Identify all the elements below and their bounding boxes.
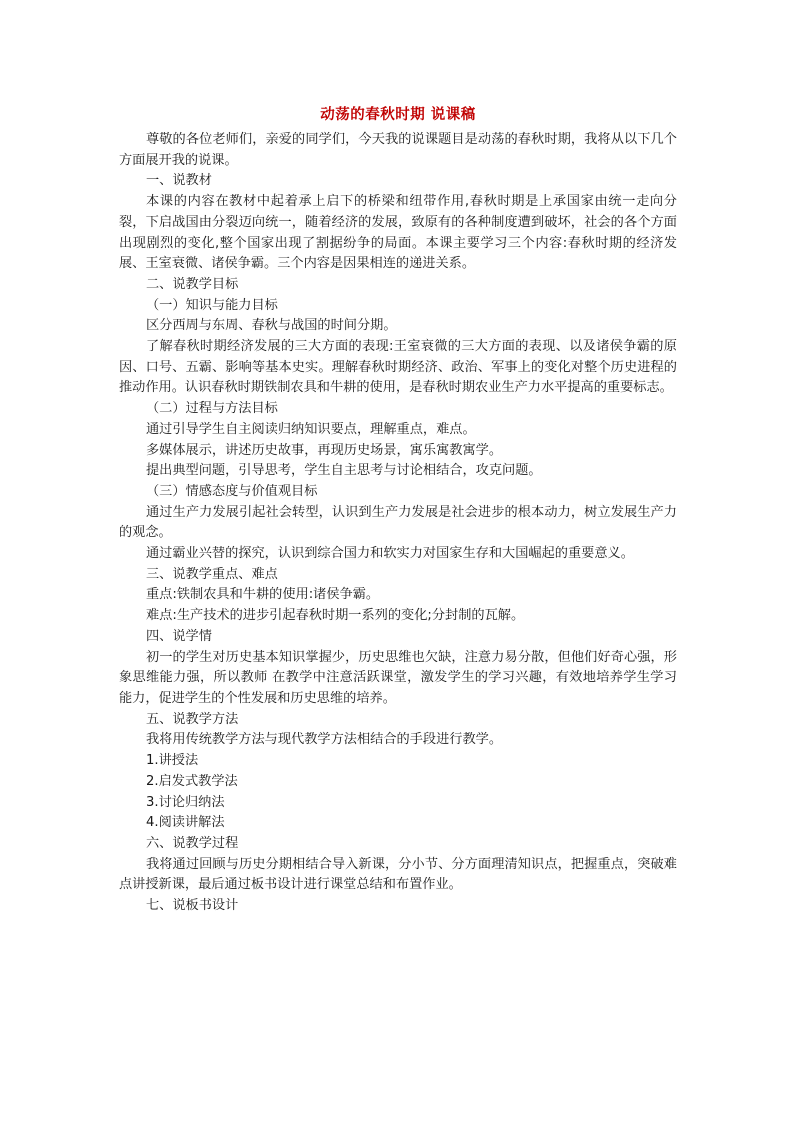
list-item: 2.启发式教学法 <box>146 773 238 789</box>
subheading-process: （二）过程与方法目标 <box>146 401 278 417</box>
list-item: 3.讨论归纳法 <box>146 794 225 810</box>
intro-paragraph: 尊敬的各位老师们，亲爱的同学们，今天我的说课题目是动荡的春秋时期，我将从以下几个方面展开我的说课。 <box>119 132 677 168</box>
document-title: 动荡的春秋时期 说课稿 <box>320 107 476 123</box>
paragraph: 难点:生产技术的进步引起春秋时期一系列的变化;分封制的瓦解。 <box>146 608 525 624</box>
subheading-knowledge: （一）知识与能力目标 <box>146 297 278 313</box>
section-heading-textbook: 一、说教材 <box>146 173 212 189</box>
section-heading-process: 六、说教学过程 <box>146 835 239 851</box>
section-heading-students: 四、说学情 <box>146 628 212 644</box>
section-heading-board: 七、说板书设计 <box>146 898 239 914</box>
paragraph: 了解春秋时期经济发展的三大方面的表现:王室衰微的三大方面的表现、以及诸侯争霸的原因、口号、五霸、影响等基本史实。理解春秋时期经济、政治、军事上的变化对整个历史进程的推动作用。认识春秋时期铁制农具和牛耕的使用，是春秋时期农业生产力水平提高的重要标志。 <box>119 339 677 396</box>
paragraph: 提出典型问题，引导思考，学生自主思考与讨论相结合，攻克问题。 <box>146 463 542 479</box>
paragraph: 重点:铁制农具和牛耕的使用:诸侯争霸。 <box>146 587 380 603</box>
section-heading-goals: 二、说教学目标 <box>146 276 239 292</box>
paragraph: 多媒体展示，讲述历史故事，再现历史场景，寓乐寓教寓学。 <box>146 442 503 458</box>
section-heading-methods: 五、说教学方法 <box>146 711 239 727</box>
textbook-paragraph: 本课的内容在教材中起着承上启下的桥梁和纽带作用,春秋时期是上承国家由统一走向分裂，下启战国由分裂迈向统一，随着经济的发展，致原有的各种制度遭到破坏，社会的各个方面出现剧烈的变化,整个国家出现了割据纷争的局面。本课主要学习三个内容:春秋时期的经济发展、王室衰微、诸侯争霸。三个内容是因果相连的递进关系。 <box>119 194 677 272</box>
paragraph: 通过引导学生自主阅读归纳知识要点，理解重点，难点。 <box>146 421 476 437</box>
paragraph: 通过霸业兴替的探究，认识到综合国力和软实力对国家生存和大国崛起的重要意义。 <box>146 546 634 562</box>
document-page <box>119 104 677 917</box>
section-heading-key-points: 三、说教学重点、难点 <box>146 566 278 582</box>
subheading-values: （三）情感态度与价值观目标 <box>146 483 318 499</box>
list-item: 1.讲授法 <box>146 753 199 769</box>
paragraph: 通过生产力发展引起社会转型，认识到生产力发展是社会进步的根本动力，树立发展生产力的观念。 <box>119 504 677 541</box>
paragraph: 初一的学生对历史基本知识掌握少，历史思维也欠缺，注意力易分散，但他们好奇心强，形 象思维能力强，所以教师 在教学中注意活跃课堂，激发学生的学习兴趣，有效地培养学生学习能力，促进学生的个性发展和历史思维的培养。 <box>119 649 677 706</box>
paragraph: 我将通过回顾与历史分期相结合导入新课，分小节、分方面理清知识点，把握重点，突破难点讲授新课，最后通过板书设计进行课堂总结和布置作业。 <box>119 856 677 893</box>
paragraph: 我将用传统教学方法与现代教学方法相结合的手段进行教学。 <box>146 732 503 748</box>
list-item: 4.阅读讲解法 <box>146 815 225 831</box>
paragraph: 区分西周与东周、春秋与战国的时间分期。 <box>146 318 397 334</box>
